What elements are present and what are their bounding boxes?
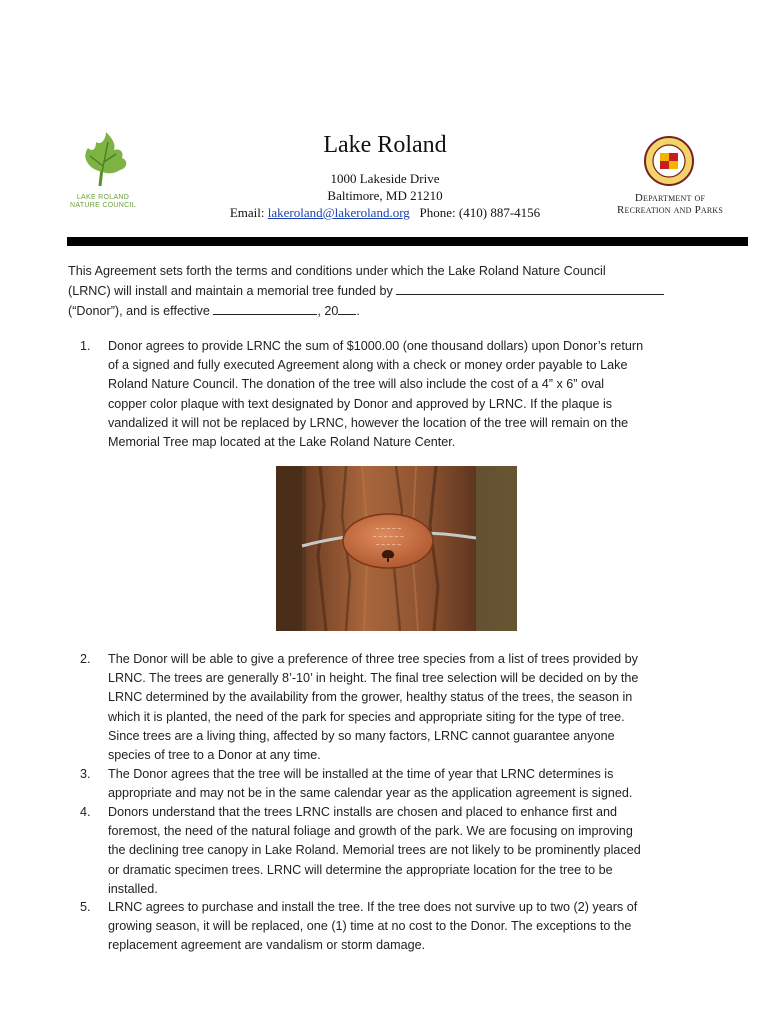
department-line-1: Department of: [634, 192, 706, 204]
letterhead: [200, 130, 570, 221]
list-item-text: Donor agrees to provide LRNC the sum of $1000.00 (one thousand dollars) upon Donor’s return of a signed and fully executed Agreement along with a check or money order payable to Lake Roland Nature Council. The donation of the tree will also include the cost of a 4” x 6” oval copper color plaque with text designated by Donor and approved by LRNC. If the plaque is vandalized it will not be replaced by LRNC, however the location of the tree will remain on the Memorial Tree map located at the Lake Roland Nature Center.: [108, 339, 644, 450]
intro-line-1: This Agreement sets forth the terms and conditions under which the Lake Roland Nature Council: [68, 264, 606, 278]
year-blank[interactable]: [338, 301, 356, 315]
email-link[interactable]: lakeroland@lakeroland.org: [267, 205, 410, 220]
svg-text:∼ ∼ ∼ ∼ ∼: ∼ ∼ ∼ ∼ ∼: [375, 527, 401, 532]
header-divider: [67, 237, 748, 246]
list-item-number: 4.: [80, 805, 91, 819]
address-line-2: Baltimore, MD 21210: [327, 188, 443, 203]
list-item-text: The Donor will be able to give a preference of three tree species from a list of trees provided by LRNC. The trees are generally 8’-10’ in height. The final tree selection will be decided on by the LRNC determined by the availability from the grower, healthy status of the trees, the season in which it is planted, the need of the park for species and appropriate siting for the type of tree. Since trees are a living thing, affected by so many factors, LRNC cannot guarantee anyone species of tree to a Donor at any time.: [108, 652, 639, 763]
intro-line-2: (LRNC) will install and maintain a memorial tree funded by: [68, 281, 708, 301]
county-seal-icon: [644, 136, 694, 186]
effective-date-blank[interactable]: [213, 301, 317, 315]
intro-line-3: (“Donor”), and is effective , 20 .: [68, 301, 708, 321]
intro-paragraph: [68, 262, 708, 322]
list-item-text: Donors understand that the trees LRNC installs are chosen and placed to enhance first and foremost, the need of the natural foliage and growth of the park. We are focusing on improving the declining tree canopy in Lake Roland. Memorial trees are not likely to be prominently placed or dramatic specimen trees. LRNC will determine the appropriate location for the tree to be installed.: [108, 805, 641, 896]
email-label: Email:: [229, 205, 265, 220]
list-item-number: 3.: [80, 767, 91, 781]
list-item-text: LRNC agrees to purchase and install the tree. If the tree does not survive up to two (2) years of growing season, it will be replaced, one (1) time at no cost to the Donor. The exceptions to the replacement agreement are vandalism or storm damage.: [108, 900, 638, 953]
lake-roland-logo: [66, 128, 140, 216]
list-item-number: 1.: [80, 339, 91, 353]
department-line-2: Recreation and Parks: [616, 204, 724, 216]
phone-label: Phone: (410) 887-4156: [419, 205, 541, 220]
contact-line: [200, 204, 570, 221]
list-item-number: 2.: [80, 652, 91, 666]
list-item-text: The Donor agrees that the tree will be installed at the time of year that LRNC determines is appropriate and may not be in the same calendar year as the application agreement is signed.: [108, 767, 633, 801]
svg-text:∼ ∼ ∼ ∼ ∼ ∼: ∼ ∼ ∼ ∼ ∼ ∼: [372, 535, 404, 540]
department-name: [606, 192, 734, 216]
donor-name-blank[interactable]: [396, 281, 664, 295]
logo-caption: LAKE ROLAND NATURE COUNCIL: [70, 194, 136, 209]
list-item-number: 5.: [80, 900, 91, 914]
page-title: Lake Roland: [323, 132, 447, 158]
leaf-icon: [66, 128, 140, 194]
address-line-1: 1000 Lakeside Drive: [330, 171, 440, 186]
svg-text:∼ ∼ ∼ ∼ ∼: ∼ ∼ ∼ ∼ ∼: [375, 543, 401, 548]
memorial-plaque-photo: [276, 466, 517, 631]
